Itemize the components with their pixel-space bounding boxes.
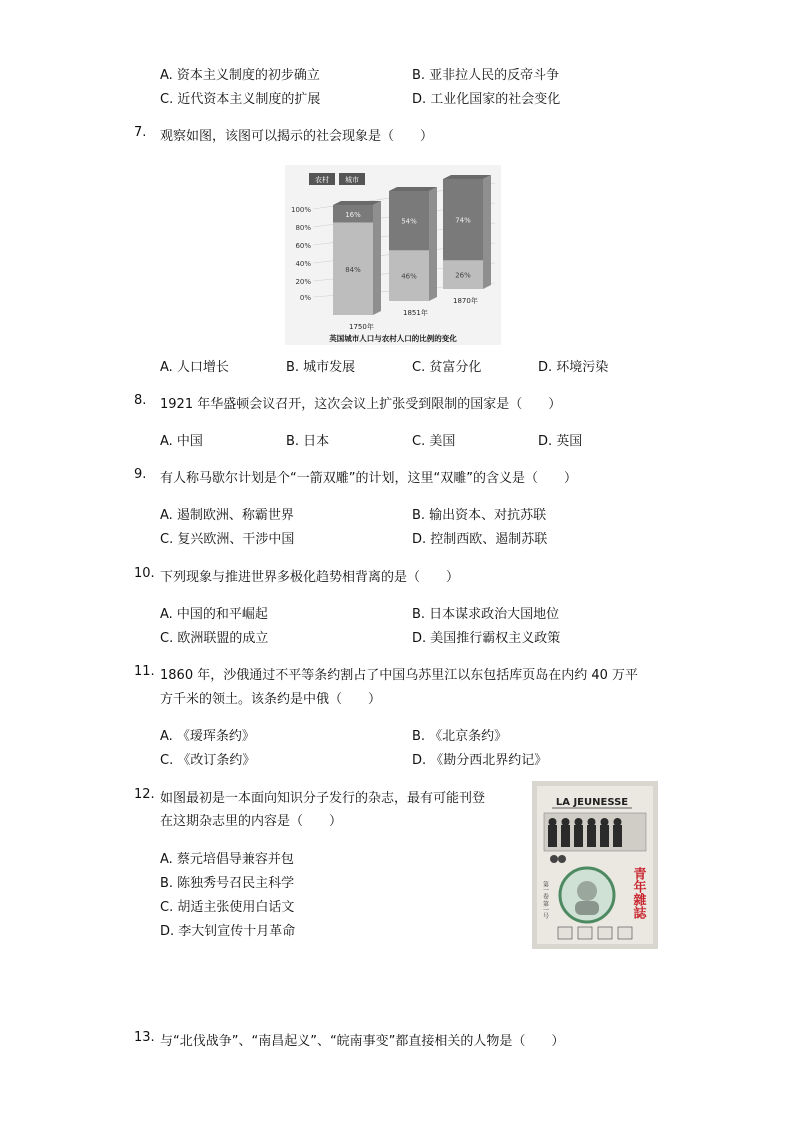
q11-option-d[interactable]: D. 《勘分西北界约记》 — [412, 753, 548, 768]
q7-figure — [285, 165, 501, 345]
bar-side — [483, 175, 491, 289]
q6-option-a[interactable]: A. 资本主义制度的初步确立 — [160, 68, 320, 83]
bar-side — [429, 187, 437, 301]
q11-option-a[interactable]: A. 《瑷珲条约》 — [160, 729, 255, 744]
bar-label-urban: 16% — [345, 210, 361, 219]
y-tick-0: 0% — [299, 294, 311, 302]
q9-option-c[interactable]: C. 复兴欧洲、干涉中国 — [160, 532, 295, 547]
q8-stem: 1921 年华盛顿会议召开，这次会议上扩张受到限制的国家是（ ） — [160, 397, 562, 412]
bar-label-rural: 46% — [401, 272, 417, 281]
y-tick-40: 40% — [295, 260, 311, 268]
q7-option-c[interactable]: C. 贫富分化 — [412, 360, 482, 375]
q8-option-c[interactable]: C. 美国 — [412, 434, 456, 449]
q12-option-b[interactable]: B. 陈独秀号召民主科学 — [160, 876, 295, 891]
q11-stem-line2: 方千米的领土。该条约是中俄（ ） — [160, 692, 382, 707]
y-tick-80: 80% — [295, 224, 311, 232]
bar-label-rural: 84% — [345, 265, 361, 274]
y-tick-100: 100% — [290, 206, 311, 214]
q11-option-b[interactable]: B. 《北京条约》 — [412, 729, 508, 744]
q12-option-a[interactable]: A. 蔡元培倡导兼容并包 — [160, 852, 294, 867]
q12-option-d[interactable]: D. 李大钊宣传十月革命 — [160, 924, 296, 939]
q10-option-a[interactable]: A. 中国的和平崛起 — [160, 607, 268, 622]
cover-issue: 第一卷 第一号 — [541, 881, 549, 919]
q8-option-a[interactable]: A. 中国 — [160, 434, 203, 449]
q13-stem: 与“北伐战争”、“南昌起义”、“皖南事变”都直接相关的人物是（ ） — [160, 1034, 565, 1049]
bar-cap — [333, 201, 381, 205]
bar-label-urban: 74% — [455, 216, 471, 225]
q10-option-c[interactable]: C. 欧洲联盟的成立 — [160, 631, 269, 646]
year-1851: 1851年 — [403, 309, 428, 317]
bar-cap — [389, 187, 437, 191]
q10-option-d[interactable]: D. 美国推行霸权主义政策 — [412, 631, 561, 646]
q11-stem-line1: 1860 年，沙俄通过不平等条约割占了中国乌苏里江以东包括库页岛在内约 40 万平 — [160, 668, 639, 683]
bar-side — [373, 201, 381, 315]
q9-stem: 有人称马歇尔计划是个“一箭双雕”的计划，这里“双雕”的含义是（ ） — [160, 471, 577, 486]
year-1870: 1870年 — [453, 297, 478, 305]
q7-option-b[interactable]: B. 城市发展 — [286, 360, 356, 375]
legend-rural: 农村 — [315, 176, 329, 184]
q13-number: 13. — [134, 1030, 155, 1045]
bar-label-urban: 54% — [401, 217, 417, 226]
q7-number: 7. — [134, 125, 147, 140]
q7-option-a[interactable]: A. 人口增长 — [160, 360, 229, 375]
q8-option-b[interactable]: B. 日本 — [286, 434, 330, 449]
q9-option-d[interactable]: D. 控制西欧、遏制苏联 — [412, 532, 548, 547]
q12-option-c[interactable]: C. 胡适主张使用白话文 — [160, 900, 295, 915]
q12-stem-line2: 在这期杂志里的内容是（ ） — [160, 814, 343, 829]
bar-label-rural: 26% — [455, 271, 471, 280]
q7-option-d[interactable]: D. 环境污染 — [538, 360, 609, 375]
q6-option-d[interactable]: D. 工业化国家的社会变化 — [412, 92, 561, 107]
q12-number: 12. — [134, 787, 155, 802]
q10-option-b[interactable]: B. 日本谋求政治大国地位 — [412, 607, 560, 622]
q6-option-c[interactable]: C. 近代资本主义制度的扩展 — [160, 92, 321, 107]
q8-number: 8. — [134, 393, 147, 408]
y-tick-20: 20% — [295, 278, 311, 286]
figure-caption: 英国城市人口与农村人口的比例的变化 — [329, 334, 457, 343]
q10-stem: 下列现象与推进世界多极化趋势相背离的是（ ） — [160, 570, 460, 585]
q7-stem: 观察如图，该图可以揭示的社会现象是（ ） — [160, 129, 434, 144]
q12-stem-line1: 如图最初是一本面向知识分子发行的杂志，最有可能刊登 — [160, 791, 486, 806]
cover-cn-title: 青年雜誌 — [630, 867, 646, 919]
year-1750: 1750年 — [349, 323, 374, 331]
q8-option-d[interactable]: D. 英国 — [538, 434, 583, 449]
y-tick-60: 60% — [295, 242, 311, 250]
cover-portrait-head — [577, 881, 597, 901]
q10-number: 10. — [134, 566, 155, 581]
q6-option-b[interactable]: B. 亚非拉人民的反帝斗争 — [412, 68, 560, 83]
q9-number: 9. — [134, 467, 147, 482]
q9-option-a[interactable]: A. 遏制欧洲、称霸世界 — [160, 508, 294, 523]
q9-option-b[interactable]: B. 输出资本、对抗苏联 — [412, 508, 547, 523]
bar-cap — [443, 175, 491, 179]
q11-number: 11. — [134, 664, 155, 679]
q11-option-c[interactable]: C. 《改订条约》 — [160, 753, 256, 768]
legend-urban: 城市 — [345, 176, 359, 184]
magazine-cover-image — [532, 781, 658, 949]
cover-french-title: LA JEUNESSE — [555, 797, 629, 808]
